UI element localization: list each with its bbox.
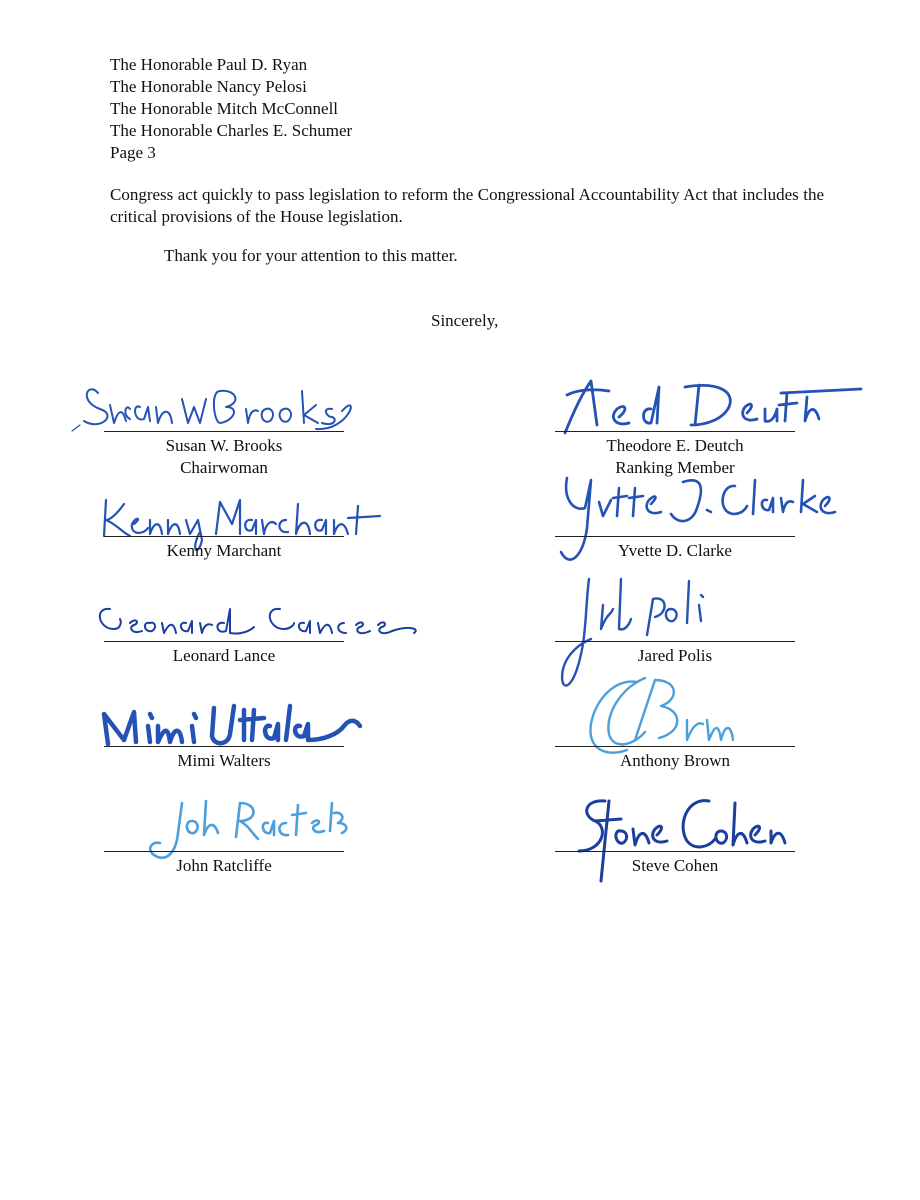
signatory-name: Kenny Marchant [166,541,282,560]
signatory-name: Anthony Brown [619,751,731,770]
addressee-line: The Honorable Charles E. Schumer [110,121,353,140]
signature-line [104,641,344,642]
signature-cohen [569,791,819,891]
signature-line [555,431,795,432]
signatory-name: Steve Cohen [631,856,719,875]
closing-salutation: Sincerely, [431,311,499,330]
signature-line [104,431,344,432]
signatory-name: Jared Polis [637,646,713,665]
signature-line [104,536,344,537]
signature-line [555,746,795,747]
signature-line [104,851,344,852]
addressee-block [110,54,352,164]
signature-line [555,641,795,642]
signature-deutch [551,373,871,443]
signatory-name: Leonard Lance [172,646,276,665]
addressee-line: The Honorable Paul D. Ryan [110,55,308,74]
signatory-name: Susan W. Brooks [165,436,283,455]
signature-clarke [551,468,851,578]
signature-line [104,746,344,747]
body-paragraph: Congress act quickly to pass legislation to reform the Congressional Accountability Act that includes the critical provisions of the House legislation. [110,185,824,226]
signatory-title: Chairwoman [180,458,268,477]
addressee-line: The Honorable Mitch McConnell [110,99,339,118]
signatory-name: John Ratcliffe [176,856,272,875]
signature-line [555,536,795,537]
thanks-line: Thank you for your attention to this matter. [164,246,458,265]
page-number: Page 3 [110,143,156,162]
signatory-name: Mimi Walters [177,751,271,770]
signature-walters [94,696,394,756]
signatory-name: Theodore E. Deutch [606,436,744,455]
signature-marchant [90,490,410,580]
addressee-line: The Honorable Nancy Pelosi [110,77,307,96]
signatory-title: Ranking Member [615,458,735,477]
signature-line [555,851,795,852]
signature-polis [555,569,775,709]
signatory-name: Yvette D. Clarke [618,541,732,560]
